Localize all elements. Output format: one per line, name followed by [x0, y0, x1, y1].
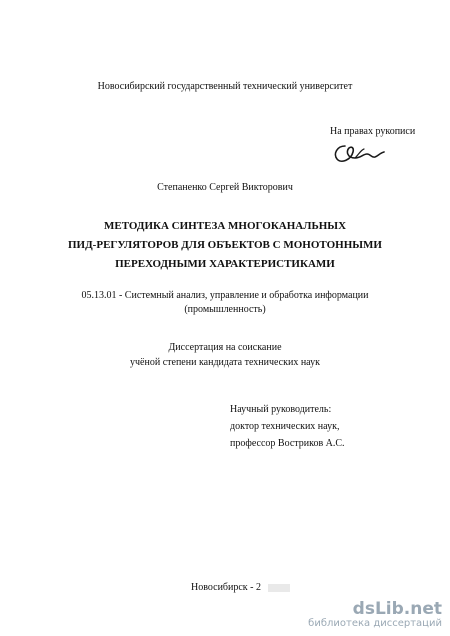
watermark-subtitle: библиотека диссертаций: [308, 618, 442, 629]
city-year: Новосибирск - 2: [191, 582, 261, 593]
signature-image: [331, 140, 386, 166]
specialty-line-2: (промышленность): [184, 304, 266, 315]
title-line-2: ПИД-РЕГУЛЯТОРОВ ДЛЯ ОБЪЕКТОВ С МОНОТОННЫМИ: [68, 239, 382, 251]
watermark-logo: dsLib.net: [352, 599, 442, 619]
degree-line-2: учёной степени кандидата технических наук: [130, 357, 320, 368]
supervisor-name: профессор Востриков А.С.: [230, 438, 345, 449]
author-name: Степаненко Сергей Викторович: [157, 182, 293, 193]
manuscript-rights-label: На правах рукописи: [330, 126, 416, 137]
obscured-year-smudge: [268, 584, 290, 592]
supervisor-label: Научный руководитель:: [230, 404, 332, 415]
title-line-1: МЕТОДИКА СИНТЕЗА МНОГОКАНАЛЬНЫХ: [103, 220, 347, 232]
title-line-3: ПЕРЕХОДНЫМИ ХАРАКТЕРИСТИКАМИ: [115, 258, 335, 270]
supervisor-degree: доктор технических наук,: [230, 421, 340, 432]
degree-line-1: Диссертация на соискание: [168, 342, 282, 353]
university-name: Новосибирский государственный технический университет: [97, 81, 353, 92]
specialty-line-1: 05.13.01 - Системный анализ, управление и обработка информации: [81, 290, 369, 301]
dslib-watermark: [308, 600, 442, 630]
